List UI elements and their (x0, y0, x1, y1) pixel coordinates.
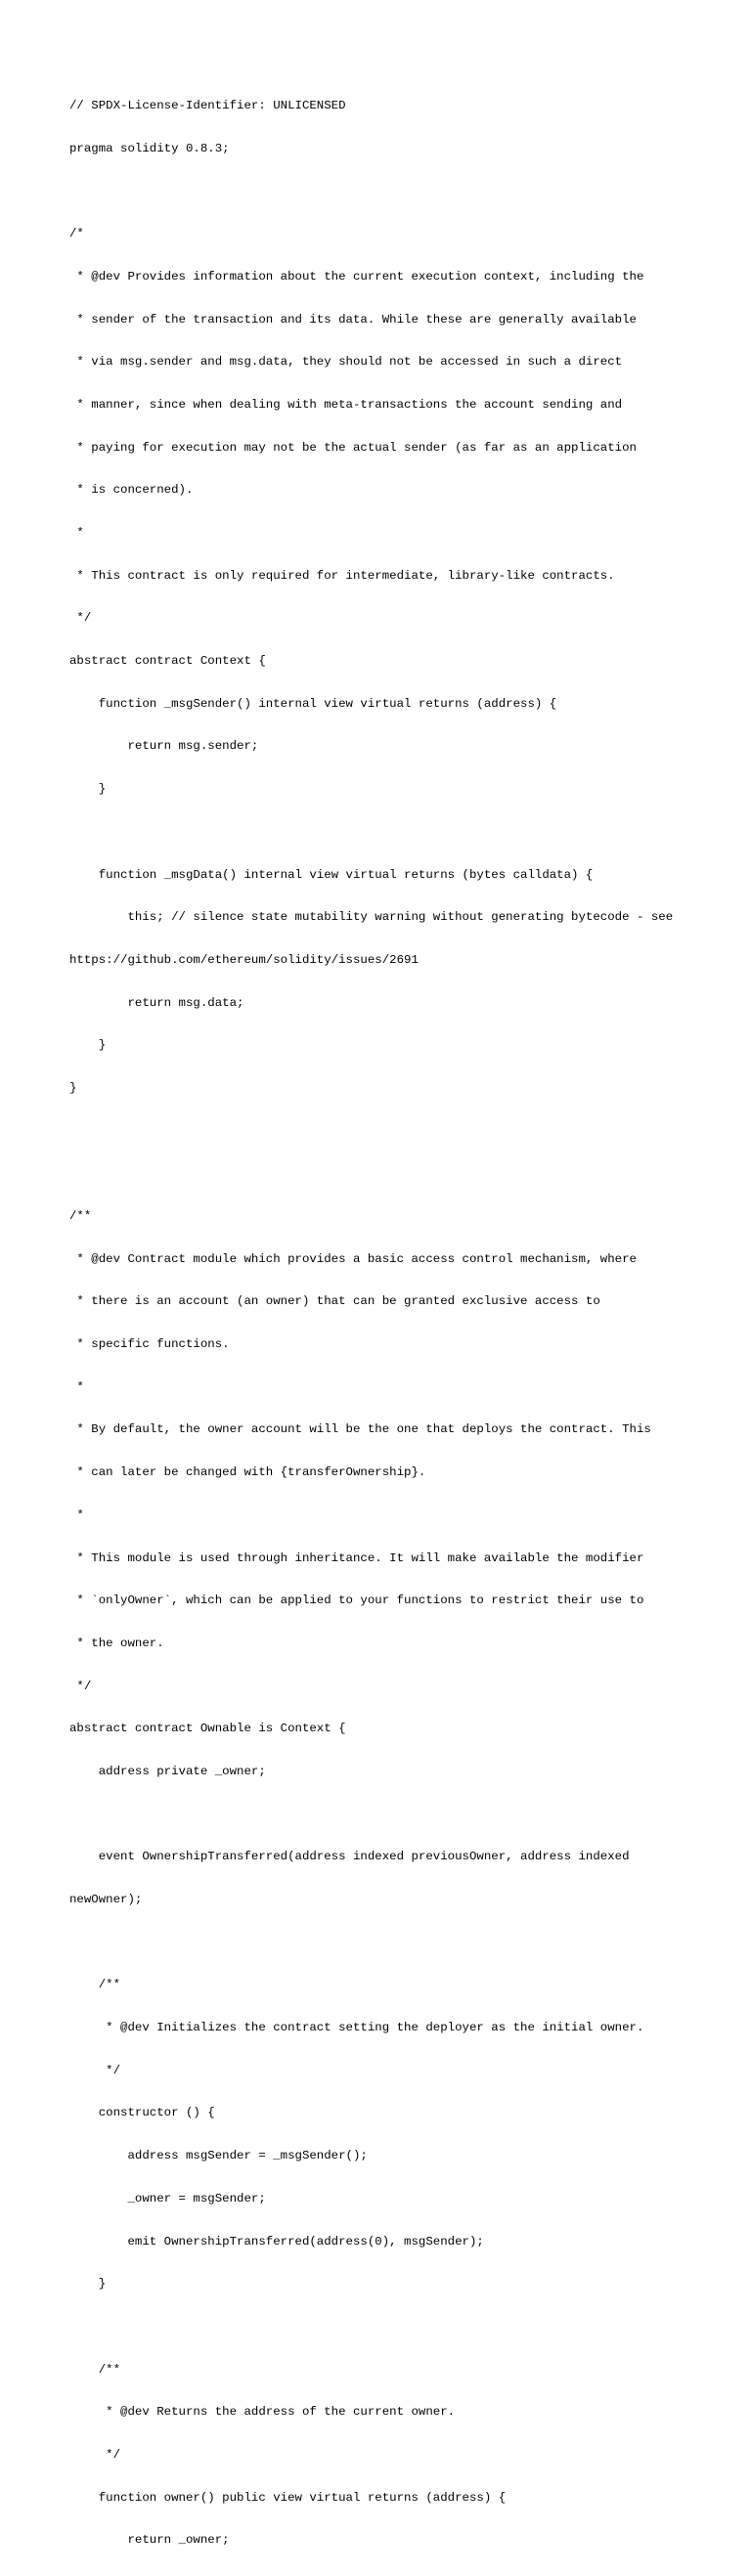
code-line: * there is an account (an owner) that can be granted exclusive access to (69, 1294, 600, 1309)
code-line: emit OwnershipTransferred(address(0), msgSender); (69, 2234, 484, 2249)
code-line: } (69, 1038, 107, 1053)
code-line: } (69, 2277, 107, 2292)
code-line: constructor () { (69, 2106, 215, 2120)
code-line (69, 2320, 744, 2335)
code-line: * @dev Provides information about the current execution context, including the (69, 269, 644, 284)
code-line: newOwner); (69, 1893, 143, 1906)
code-line: this; // silence state mutability warning without generating bytecode - see (69, 910, 674, 925)
code-line: _owner = msgSender; (69, 2191, 266, 2205)
code-line: } (69, 782, 107, 797)
code-line: * specific functions. (69, 1337, 230, 1352)
code-line (69, 1936, 744, 1950)
code-line: abstract contract Ownable is Context { (69, 1722, 346, 1736)
code-line: function _msgData() internal view virtual returns (bytes calldata) { (69, 867, 594, 882)
code-block (69, 70, 744, 2576)
code-line: * This module is used through inheritance. It will make available the modifier (69, 1550, 644, 1565)
code-line: * (69, 1379, 84, 1394)
code-line: * the owner. (69, 1636, 164, 1650)
code-line: pragma solidity 0.8.3; (69, 141, 230, 155)
code-line: * paying for execution may not be the actual sender (as far as an application (69, 440, 637, 455)
code-line: * sender of the transaction and its data. While these are generally available (69, 312, 637, 327)
code-line: // SPDX-License-Identifier: UNLICENSED (69, 99, 346, 113)
code-line: * (69, 526, 84, 540)
code-line (69, 1166, 744, 1181)
code-line: */ (69, 2063, 121, 2077)
code-line: */ (69, 611, 92, 626)
code-line: return msg.data; (69, 995, 244, 1010)
code-line: * @dev Initializes the contract setting the deployer as the initial owner. (69, 2021, 644, 2035)
code-line: * `onlyOwner`, which can be applied to your functions to restrict their use to (69, 1594, 644, 1608)
code-line: return msg.sender; (69, 739, 259, 754)
code-line: return _owner; (69, 2533, 230, 2548)
code-line: abstract contract Context { (69, 654, 266, 669)
code-line: * By default, the owner account will be the one that deploys the contract. This (69, 1422, 651, 1437)
code-line: * @dev Contract module which provides a basic access control mechanism, where (69, 1251, 637, 1266)
code-line: /** (69, 1978, 121, 1992)
code-line: */ (69, 2447, 121, 2462)
code-line: } (69, 1080, 77, 1095)
code-line (69, 1124, 744, 1139)
code-line: * @dev Returns the address of the current owner. (69, 2405, 456, 2420)
code-line: /** (69, 2362, 121, 2377)
code-line: address msgSender = _msgSender(); (69, 2149, 368, 2163)
document-page (69, 70, 744, 2576)
code-line (69, 185, 744, 199)
code-line: event OwnershipTransferred(address indexed previousOwner, address indexed (69, 1850, 630, 1864)
code-line: function owner() public view virtual returns (address) { (69, 2490, 507, 2505)
code-line: /* (69, 227, 84, 241)
code-line: * can later be changed with {transferOwnership}. (69, 1465, 426, 1480)
code-line: * manner, since when dealing with meta-transactions the account sending and (69, 397, 623, 412)
code-line: /** (69, 1209, 92, 1223)
code-line: * This contract is only required for intermediate, library-like contracts. (69, 568, 615, 583)
code-line: * (69, 1507, 84, 1522)
code-line: * is concerned). (69, 483, 194, 498)
code-line (69, 825, 744, 840)
code-line: */ (69, 1679, 92, 1693)
code-line: * via msg.sender and msg.data, they should not be accessed in such a direct (69, 355, 623, 370)
code-line: https://github.com/ethereum/solidity/issues/2691 (69, 952, 419, 967)
code-line: function _msgSender() internal view virtual returns (address) { (69, 696, 557, 711)
code-line (69, 1808, 744, 1822)
code-line: address private _owner; (69, 1764, 266, 1778)
